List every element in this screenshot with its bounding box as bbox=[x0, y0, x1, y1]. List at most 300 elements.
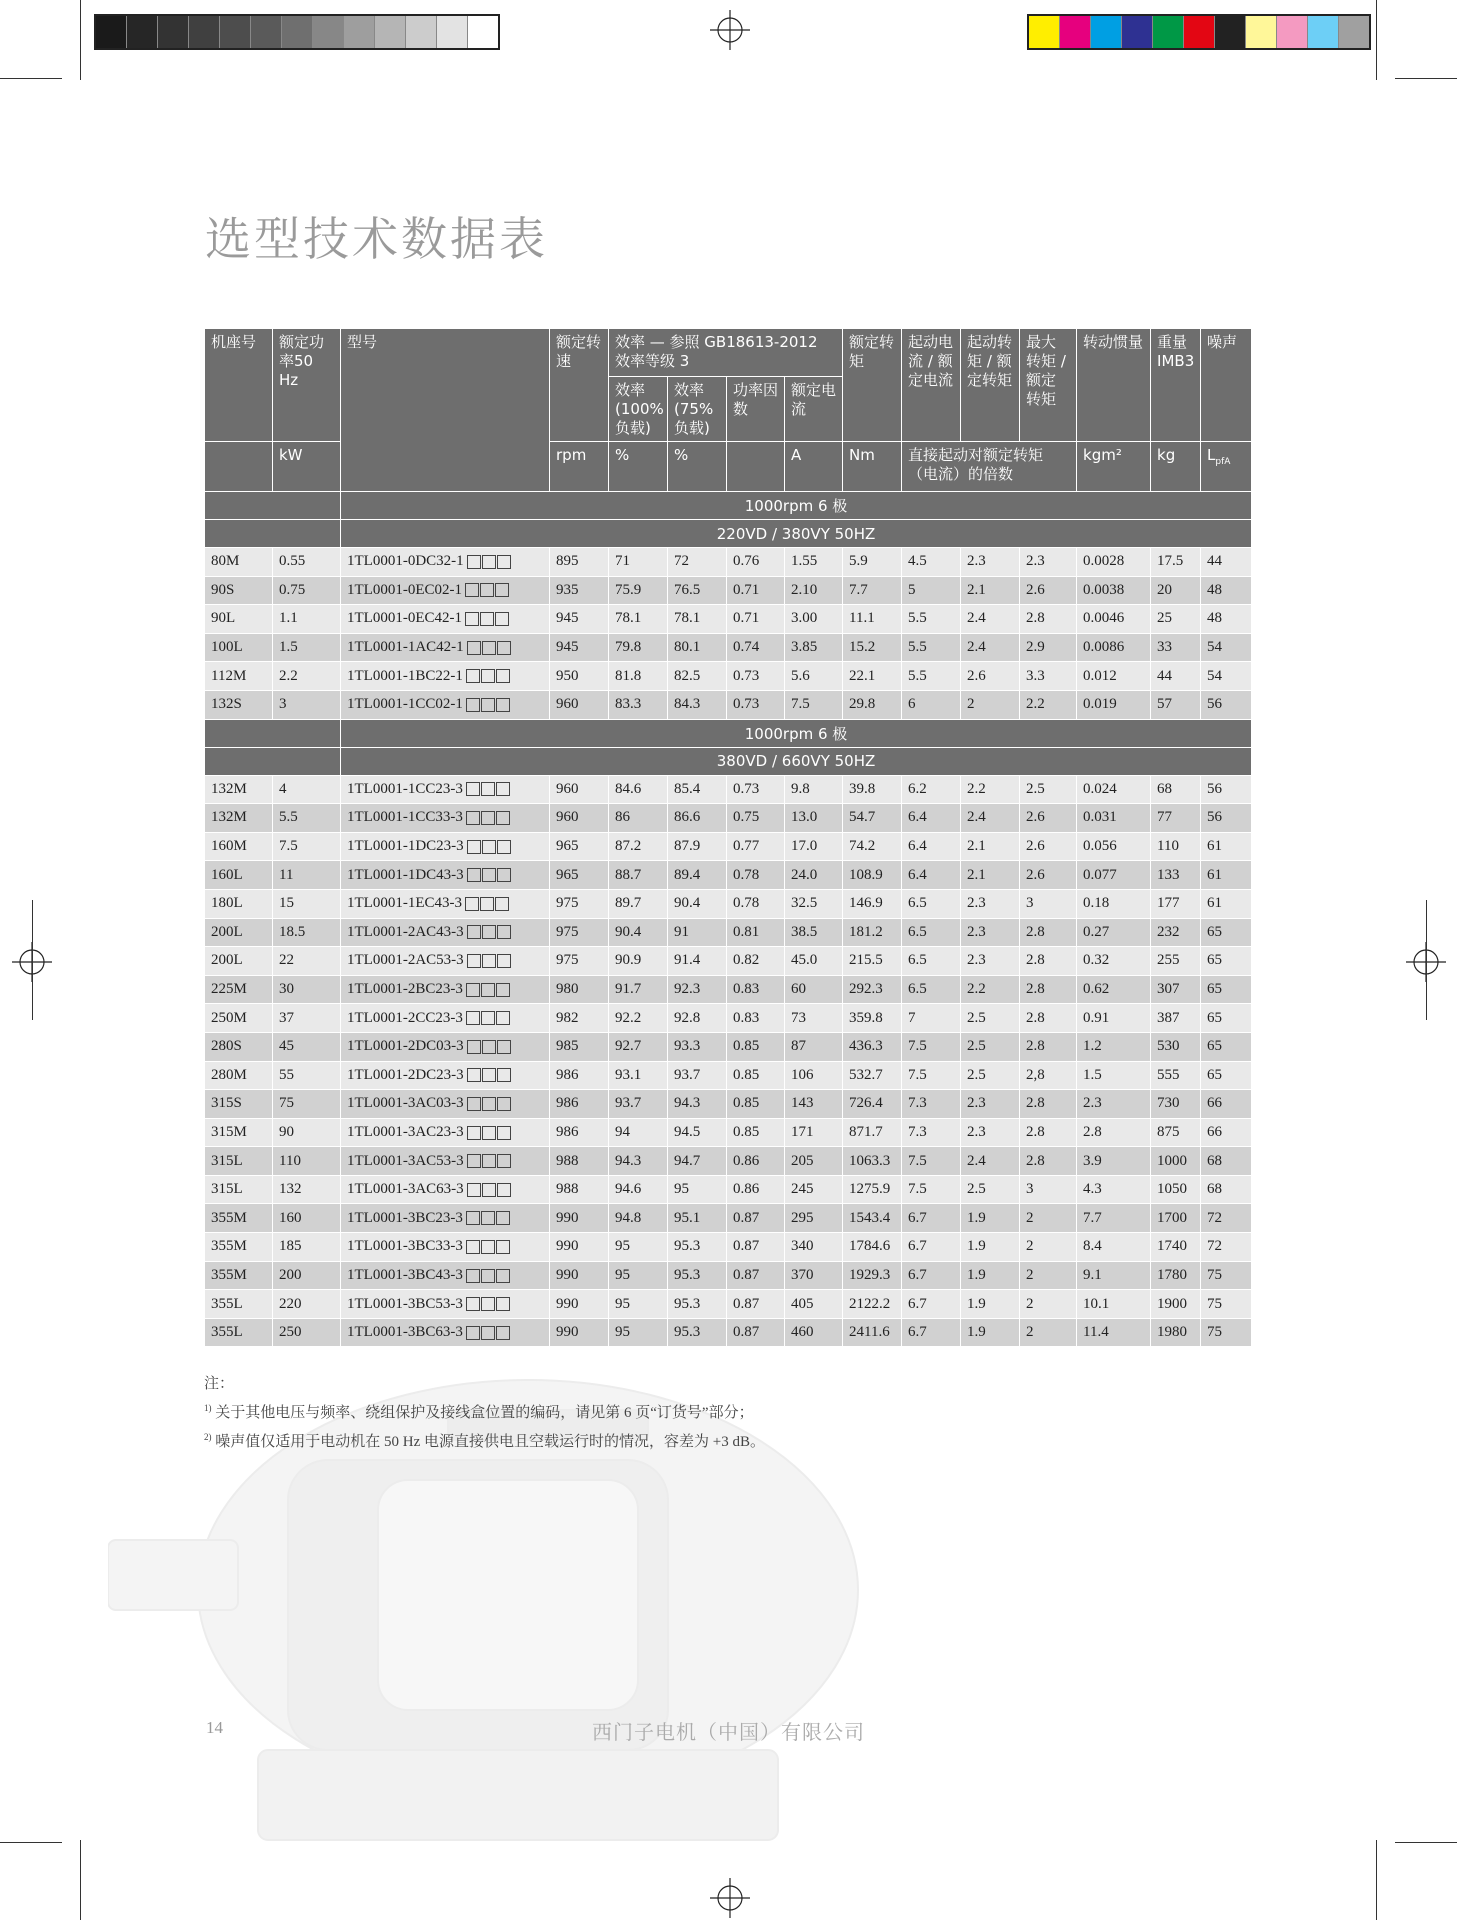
unit-weight: kg bbox=[1151, 442, 1201, 492]
cell-max-torque: 2.6 bbox=[1020, 804, 1077, 833]
cell-eff75: 89.4 bbox=[668, 861, 727, 890]
cell-weight: 77 bbox=[1151, 804, 1201, 833]
cell-noise: 75 bbox=[1201, 1318, 1252, 1347]
cell-max-torque: 2.8 bbox=[1020, 1090, 1077, 1119]
table-row bbox=[205, 832, 1252, 861]
cell-eff75: 95.3 bbox=[668, 1290, 727, 1319]
cell-start-torque: 2.2 bbox=[961, 975, 1020, 1004]
cell-inertia: 0.077 bbox=[1077, 861, 1151, 890]
cell-model: 1TL0001-0EC02-1 bbox=[341, 576, 550, 605]
cell-power: 45 bbox=[273, 1032, 341, 1061]
color-swatch bbox=[1153, 16, 1184, 48]
cell-noise: 48 bbox=[1201, 605, 1252, 634]
cell-inertia: 0.32 bbox=[1077, 947, 1151, 976]
cell-max-torque: 2 bbox=[1020, 1290, 1077, 1319]
cell-eff100: 88.7 bbox=[609, 861, 668, 890]
cell-torque: 74.2 bbox=[843, 832, 902, 861]
cell-noise: 54 bbox=[1201, 633, 1252, 662]
cell-start-current: 6.7 bbox=[902, 1261, 961, 1290]
header-eff75: 效率(75%负载) bbox=[668, 377, 727, 442]
cell-current: 38.5 bbox=[785, 918, 843, 947]
cell-noise: 66 bbox=[1201, 1090, 1252, 1119]
cell-current: 13.0 bbox=[785, 804, 843, 833]
color-swatch bbox=[189, 16, 220, 48]
cell-eff100: 81.8 bbox=[609, 662, 668, 691]
cell-current: 32.5 bbox=[785, 889, 843, 918]
table-row bbox=[205, 1118, 1252, 1147]
process-color-bar bbox=[1027, 14, 1371, 50]
cell-noise: 56 bbox=[1201, 690, 1252, 719]
cell-eff75: 78.1 bbox=[668, 605, 727, 634]
cell-power: 37 bbox=[273, 1004, 341, 1033]
header-inertia: 转动惯量 bbox=[1077, 329, 1151, 442]
cell-model: 1TL0001-2CC23-3 bbox=[341, 1004, 550, 1033]
cell-noise: 65 bbox=[1201, 1032, 1252, 1061]
cell-noise: 48 bbox=[1201, 576, 1252, 605]
order-code-boxes bbox=[467, 924, 512, 941]
cell-inertia: 0.18 bbox=[1077, 889, 1151, 918]
cell-torque: 871.7 bbox=[843, 1118, 902, 1147]
cell-power: 185 bbox=[273, 1233, 341, 1262]
cell-frame: 315L bbox=[205, 1147, 273, 1176]
cell-inertia: 0.031 bbox=[1077, 804, 1151, 833]
cell-eff100: 83.3 bbox=[609, 690, 668, 719]
spec-table bbox=[204, 328, 1252, 1347]
cell-noise: 75 bbox=[1201, 1261, 1252, 1290]
cell-eff100: 90.4 bbox=[609, 918, 668, 947]
cell-speed: 988 bbox=[550, 1147, 609, 1176]
cell-pf: 0.85 bbox=[727, 1032, 785, 1061]
cell-torque: 1275.9 bbox=[843, 1175, 902, 1204]
cell-weight: 730 bbox=[1151, 1090, 1201, 1119]
cell-max-torque: 2,8 bbox=[1020, 1061, 1077, 1090]
cell-start-current: 7.3 bbox=[902, 1090, 961, 1119]
table-row bbox=[205, 690, 1252, 719]
cell-frame: 132M bbox=[205, 804, 273, 833]
color-swatch bbox=[313, 16, 344, 48]
cell-eff100: 95 bbox=[609, 1290, 668, 1319]
cell-start-torque: 2.3 bbox=[961, 947, 1020, 976]
cell-start-current: 7.5 bbox=[902, 1175, 961, 1204]
header-torque: 额定转矩 bbox=[843, 329, 902, 442]
cell-torque: 181.2 bbox=[843, 918, 902, 947]
header-eff100: 效率(100%负载) bbox=[609, 377, 668, 442]
cell-start-current: 7.5 bbox=[902, 1032, 961, 1061]
cell-inertia: 0.0046 bbox=[1077, 605, 1151, 634]
cell-start-torque: 2.4 bbox=[961, 633, 1020, 662]
order-code-boxes bbox=[467, 867, 512, 884]
unit-speed: rpm bbox=[550, 442, 609, 492]
cell-start-current: 5.5 bbox=[902, 633, 961, 662]
cell-torque: 1063.3 bbox=[843, 1147, 902, 1176]
cell-inertia: 0.056 bbox=[1077, 832, 1151, 861]
cell-torque: 726.4 bbox=[843, 1090, 902, 1119]
cell-start-torque: 1.9 bbox=[961, 1261, 1020, 1290]
cell-model: 1TL0001-1EC43-3 bbox=[341, 889, 550, 918]
cell-pf: 0.78 bbox=[727, 861, 785, 890]
cell-pf: 0.85 bbox=[727, 1118, 785, 1147]
cell-torque: 54.7 bbox=[843, 804, 902, 833]
cell-model: 1TL0001-2DC23-3 bbox=[341, 1061, 550, 1090]
cell-torque: 146.9 bbox=[843, 889, 902, 918]
company-name: 西门子电机（中国）有限公司 bbox=[592, 1720, 865, 1744]
cell-eff100: 95 bbox=[609, 1318, 668, 1347]
color-swatch bbox=[344, 16, 375, 48]
page-number: 14 bbox=[206, 1718, 223, 1737]
cell-torque: 15.2 bbox=[843, 633, 902, 662]
cell-current: 24.0 bbox=[785, 861, 843, 890]
order-code-boxes bbox=[467, 553, 512, 570]
cell-power: 2.2 bbox=[273, 662, 341, 691]
table-row bbox=[205, 861, 1252, 890]
table-row bbox=[205, 1004, 1252, 1033]
cell-start-current: 4.5 bbox=[902, 548, 961, 577]
cell-pf: 0.77 bbox=[727, 832, 785, 861]
cell-power: 160 bbox=[273, 1204, 341, 1233]
cell-current: 405 bbox=[785, 1290, 843, 1319]
order-code-boxes bbox=[467, 952, 512, 969]
table-row bbox=[205, 576, 1252, 605]
crop-mark bbox=[0, 78, 62, 79]
table-row bbox=[205, 947, 1252, 976]
cell-inertia: 1.2 bbox=[1077, 1032, 1151, 1061]
unit-ratio-note: 直接起动对额定转矩（电流）的倍数 bbox=[902, 442, 1077, 492]
cell-speed: 975 bbox=[550, 889, 609, 918]
cell-pf: 0.83 bbox=[727, 975, 785, 1004]
cell-start-torque: 2 bbox=[961, 690, 1020, 719]
order-code-boxes bbox=[466, 1296, 511, 1313]
unit-power: kW bbox=[273, 442, 341, 492]
cell-max-torque: 2.6 bbox=[1020, 576, 1077, 605]
cell-inertia: 4.3 bbox=[1077, 1175, 1151, 1204]
order-code-boxes bbox=[466, 1267, 511, 1284]
color-swatch bbox=[375, 16, 406, 48]
section-blank-cell bbox=[205, 719, 341, 747]
cell-power: 1.5 bbox=[273, 633, 341, 662]
cell-power: 132 bbox=[273, 1175, 341, 1204]
cell-model: 1TL0001-1CC02-1 bbox=[341, 690, 550, 719]
cell-model: 1TL0001-2AC53-3 bbox=[341, 947, 550, 976]
cell-pf: 0.73 bbox=[727, 775, 785, 804]
cell-frame: 250M bbox=[205, 1004, 273, 1033]
cell-max-torque: 2.8 bbox=[1020, 947, 1077, 976]
cell-weight: 875 bbox=[1151, 1118, 1201, 1147]
cell-eff75: 86.6 bbox=[668, 804, 727, 833]
unit-eff75: % bbox=[668, 442, 727, 492]
cell-torque: 1929.3 bbox=[843, 1261, 902, 1290]
cell-eff75: 82.5 bbox=[668, 662, 727, 691]
cell-start-current: 7 bbox=[902, 1004, 961, 1033]
cell-power: 250 bbox=[273, 1318, 341, 1347]
color-swatch bbox=[1215, 16, 1246, 48]
cell-speed: 986 bbox=[550, 1118, 609, 1147]
cell-inertia: 0.91 bbox=[1077, 1004, 1151, 1033]
cell-eff75: 91 bbox=[668, 918, 727, 947]
cell-model: 1TL0001-3AC23-3 bbox=[341, 1118, 550, 1147]
cell-speed: 990 bbox=[550, 1233, 609, 1262]
cell-speed: 895 bbox=[550, 548, 609, 577]
cell-eff100: 93.1 bbox=[609, 1061, 668, 1090]
section-title: 1000rpm 6 极 bbox=[341, 492, 1252, 520]
cell-current: 9.8 bbox=[785, 775, 843, 804]
cell-torque: 292.3 bbox=[843, 975, 902, 1004]
cell-max-torque: 2.8 bbox=[1020, 918, 1077, 947]
section-header-row bbox=[205, 492, 1252, 520]
registration-mark-icon bbox=[710, 10, 750, 50]
cell-current: 340 bbox=[785, 1233, 843, 1262]
cell-frame: 315L bbox=[205, 1175, 273, 1204]
cell-power: 110 bbox=[273, 1147, 341, 1176]
cell-frame: 80M bbox=[205, 548, 273, 577]
cell-frame: 355M bbox=[205, 1261, 273, 1290]
cell-max-torque: 2.8 bbox=[1020, 1032, 1077, 1061]
color-swatch bbox=[1091, 16, 1122, 48]
cell-inertia: 0.27 bbox=[1077, 918, 1151, 947]
cell-max-torque: 3 bbox=[1020, 1175, 1077, 1204]
cell-noise: 61 bbox=[1201, 832, 1252, 861]
cell-eff100: 93.7 bbox=[609, 1090, 668, 1119]
table-row bbox=[205, 1090, 1252, 1119]
cell-pf: 0.87 bbox=[727, 1261, 785, 1290]
cell-eff100: 78.1 bbox=[609, 605, 668, 634]
cell-start-current: 6.5 bbox=[902, 889, 961, 918]
cell-start-current: 6.5 bbox=[902, 918, 961, 947]
crop-mark bbox=[80, 0, 81, 80]
color-swatch bbox=[158, 16, 189, 48]
cell-start-torque: 2.3 bbox=[961, 918, 1020, 947]
cell-weight: 255 bbox=[1151, 947, 1201, 976]
cell-inertia: 0.0086 bbox=[1077, 633, 1151, 662]
color-swatch bbox=[127, 16, 158, 48]
cell-eff75: 94.5 bbox=[668, 1118, 727, 1147]
crop-mark bbox=[1376, 1840, 1377, 1920]
header-speed: 额定转速 bbox=[550, 329, 609, 442]
table-row bbox=[205, 633, 1252, 662]
cell-model: 1TL0001-1AC42-1 bbox=[341, 633, 550, 662]
unit-frame-blank bbox=[205, 442, 273, 492]
unit-eff100: % bbox=[609, 442, 668, 492]
cell-max-torque: 2.8 bbox=[1020, 1118, 1077, 1147]
section-title: 1000rpm 6 极 bbox=[341, 719, 1252, 747]
cell-eff100: 87.2 bbox=[609, 832, 668, 861]
notes-label: 注： bbox=[204, 1376, 235, 1392]
cell-eff100: 94 bbox=[609, 1118, 668, 1147]
table-row bbox=[205, 1318, 1252, 1347]
cell-current: 3.85 bbox=[785, 633, 843, 662]
cell-eff75: 90.4 bbox=[668, 889, 727, 918]
cell-max-torque: 2.6 bbox=[1020, 832, 1077, 861]
cell-pf: 0.87 bbox=[727, 1290, 785, 1319]
cell-model: 1TL0001-3BC33-3 bbox=[341, 1233, 550, 1262]
cell-weight: 232 bbox=[1151, 918, 1201, 947]
cell-eff100: 92.2 bbox=[609, 1004, 668, 1033]
color-swatch bbox=[468, 16, 498, 48]
cell-eff75: 95.3 bbox=[668, 1233, 727, 1262]
cell-start-current: 6 bbox=[902, 690, 961, 719]
cell-power: 11 bbox=[273, 861, 341, 890]
table-row bbox=[205, 1204, 1252, 1233]
cell-start-current: 5 bbox=[902, 576, 961, 605]
cell-pf: 0.86 bbox=[727, 1147, 785, 1176]
cell-power: 5.5 bbox=[273, 804, 341, 833]
order-code-boxes bbox=[465, 582, 510, 599]
cell-inertia: 2.3 bbox=[1077, 1090, 1151, 1119]
cell-start-current: 6.7 bbox=[902, 1204, 961, 1233]
cell-eff75: 85.4 bbox=[668, 775, 727, 804]
cell-power: 18.5 bbox=[273, 918, 341, 947]
cell-eff100: 89.7 bbox=[609, 889, 668, 918]
cell-max-torque: 2 bbox=[1020, 1204, 1077, 1233]
cell-speed: 990 bbox=[550, 1261, 609, 1290]
cell-pf: 0.71 bbox=[727, 576, 785, 605]
cell-frame: 315S bbox=[205, 1090, 273, 1119]
cell-noise: 72 bbox=[1201, 1233, 1252, 1262]
cell-torque: 532.7 bbox=[843, 1061, 902, 1090]
cell-start-current: 6.4 bbox=[902, 804, 961, 833]
note-2: $^{2)}$ 噪声值仅适用于电动机在 50 Hz 电源直接供电且空载运行时的情况，容差为 +3 dB。 bbox=[204, 1432, 765, 1450]
cell-pf: 0.85 bbox=[727, 1090, 785, 1119]
order-code-boxes bbox=[466, 981, 511, 998]
cell-speed: 990 bbox=[550, 1318, 609, 1347]
header-model: 型号 bbox=[341, 329, 550, 492]
cell-power: 220 bbox=[273, 1290, 341, 1319]
section-header-row bbox=[205, 719, 1252, 747]
cell-weight: 1900 bbox=[1151, 1290, 1201, 1319]
order-code-boxes bbox=[467, 1181, 512, 1198]
cell-torque: 22.1 bbox=[843, 662, 902, 691]
cell-model: 1TL0001-1CC23-3 bbox=[341, 775, 550, 804]
section-title: 380VD / 660VY 50HZ bbox=[341, 747, 1252, 775]
color-swatch bbox=[1339, 16, 1369, 48]
cell-frame: 180L bbox=[205, 889, 273, 918]
cell-power: 7.5 bbox=[273, 832, 341, 861]
cell-weight: 555 bbox=[1151, 1061, 1201, 1090]
table-row bbox=[205, 662, 1252, 691]
cell-weight: 1700 bbox=[1151, 1204, 1201, 1233]
color-swatch bbox=[282, 16, 313, 48]
cell-speed: 988 bbox=[550, 1175, 609, 1204]
cell-frame: 280M bbox=[205, 1061, 273, 1090]
color-swatch bbox=[1277, 16, 1308, 48]
cell-model: 1TL0001-1BC22-1 bbox=[341, 662, 550, 691]
cell-torque: 5.9 bbox=[843, 548, 902, 577]
note-1: $^{1)}$ 关于其他电压与频率、绕组保护及接线盒位置的编码，请见第 6 页“订货号”部分； bbox=[204, 1403, 754, 1421]
cell-weight: 530 bbox=[1151, 1032, 1201, 1061]
cell-start-current: 7.5 bbox=[902, 1061, 961, 1090]
section-header-row bbox=[205, 520, 1252, 548]
cell-model: 1TL0001-3AC63-3 bbox=[341, 1175, 550, 1204]
cell-current: 460 bbox=[785, 1318, 843, 1347]
cell-noise: 65 bbox=[1201, 947, 1252, 976]
cell-eff75: 94.7 bbox=[668, 1147, 727, 1176]
cell-eff75: 84.3 bbox=[668, 690, 727, 719]
table-row bbox=[205, 1032, 1252, 1061]
cell-noise: 56 bbox=[1201, 775, 1252, 804]
cell-weight: 1980 bbox=[1151, 1318, 1201, 1347]
cell-pf: 0.87 bbox=[727, 1233, 785, 1262]
cell-frame: 355M bbox=[205, 1233, 273, 1262]
cell-start-current: 5.5 bbox=[902, 662, 961, 691]
cell-start-torque: 2.1 bbox=[961, 832, 1020, 861]
color-swatch bbox=[1246, 16, 1277, 48]
cell-start-current: 6.7 bbox=[902, 1290, 961, 1319]
cell-weight: 44 bbox=[1151, 662, 1201, 691]
cell-model: 1TL0001-2AC43-3 bbox=[341, 918, 550, 947]
color-swatch bbox=[251, 16, 282, 48]
cell-pf: 0.71 bbox=[727, 605, 785, 634]
cell-pf: 0.81 bbox=[727, 918, 785, 947]
order-code-boxes bbox=[467, 1124, 512, 1141]
header-noise: 噪声 bbox=[1201, 329, 1252, 442]
header-power: 额定功率50 Hz bbox=[273, 329, 341, 442]
cell-start-torque: 2.2 bbox=[961, 775, 1020, 804]
cell-noise: 72 bbox=[1201, 1204, 1252, 1233]
cell-inertia: 0.0028 bbox=[1077, 548, 1151, 577]
cell-start-current: 6.4 bbox=[902, 832, 961, 861]
cell-torque: 359.8 bbox=[843, 1004, 902, 1033]
cell-power: 55 bbox=[273, 1061, 341, 1090]
cell-pf: 0.74 bbox=[727, 633, 785, 662]
cell-pf: 0.86 bbox=[727, 1175, 785, 1204]
cell-noise: 54 bbox=[1201, 662, 1252, 691]
cell-pf: 0.83 bbox=[727, 1004, 785, 1033]
cell-frame: 200L bbox=[205, 918, 273, 947]
cell-pf: 0.75 bbox=[727, 804, 785, 833]
cell-current: 143 bbox=[785, 1090, 843, 1119]
section-blank-cell bbox=[205, 520, 341, 548]
table-row bbox=[205, 1290, 1252, 1319]
cell-eff75: 95.1 bbox=[668, 1204, 727, 1233]
cell-start-current: 5.5 bbox=[902, 605, 961, 634]
cell-eff100: 94.3 bbox=[609, 1147, 668, 1176]
cell-eff100: 79.8 bbox=[609, 633, 668, 662]
cell-model: 1TL0001-3BC23-3 bbox=[341, 1204, 550, 1233]
cell-start-current: 6.4 bbox=[902, 861, 961, 890]
cell-inertia: 10.1 bbox=[1077, 1290, 1151, 1319]
cell-torque: 11.1 bbox=[843, 605, 902, 634]
cell-eff100: 95 bbox=[609, 1261, 668, 1290]
cell-pf: 0.73 bbox=[727, 690, 785, 719]
cell-weight: 387 bbox=[1151, 1004, 1201, 1033]
cell-start-torque: 2.3 bbox=[961, 889, 1020, 918]
cell-start-torque: 2.4 bbox=[961, 1147, 1020, 1176]
cell-eff100: 90.9 bbox=[609, 947, 668, 976]
cell-power: 4 bbox=[273, 775, 341, 804]
cell-start-torque: 1.9 bbox=[961, 1318, 1020, 1347]
cell-eff100: 92.7 bbox=[609, 1032, 668, 1061]
cell-max-torque: 2.8 bbox=[1020, 1004, 1077, 1033]
cell-eff75: 87.9 bbox=[668, 832, 727, 861]
color-swatch bbox=[437, 16, 468, 48]
cell-power: 22 bbox=[273, 947, 341, 976]
cell-eff75: 93.7 bbox=[668, 1061, 727, 1090]
order-code-boxes bbox=[467, 1095, 512, 1112]
header-pf: 功率因数 bbox=[727, 377, 785, 442]
crop-mark bbox=[80, 1840, 81, 1920]
cell-pf: 0.87 bbox=[727, 1318, 785, 1347]
cell-weight: 177 bbox=[1151, 889, 1201, 918]
cell-start-torque: 1.9 bbox=[961, 1233, 1020, 1262]
cell-power: 0.55 bbox=[273, 548, 341, 577]
cell-inertia: 2.8 bbox=[1077, 1118, 1151, 1147]
registration-mark-icon bbox=[710, 1878, 750, 1918]
cell-eff100: 86 bbox=[609, 804, 668, 833]
cell-max-torque: 2.2 bbox=[1020, 690, 1077, 719]
cell-eff75: 92.3 bbox=[668, 975, 727, 1004]
cell-model: 1TL0001-2DC03-3 bbox=[341, 1032, 550, 1061]
cell-torque: 436.3 bbox=[843, 1032, 902, 1061]
cell-start-current: 6.5 bbox=[902, 947, 961, 976]
